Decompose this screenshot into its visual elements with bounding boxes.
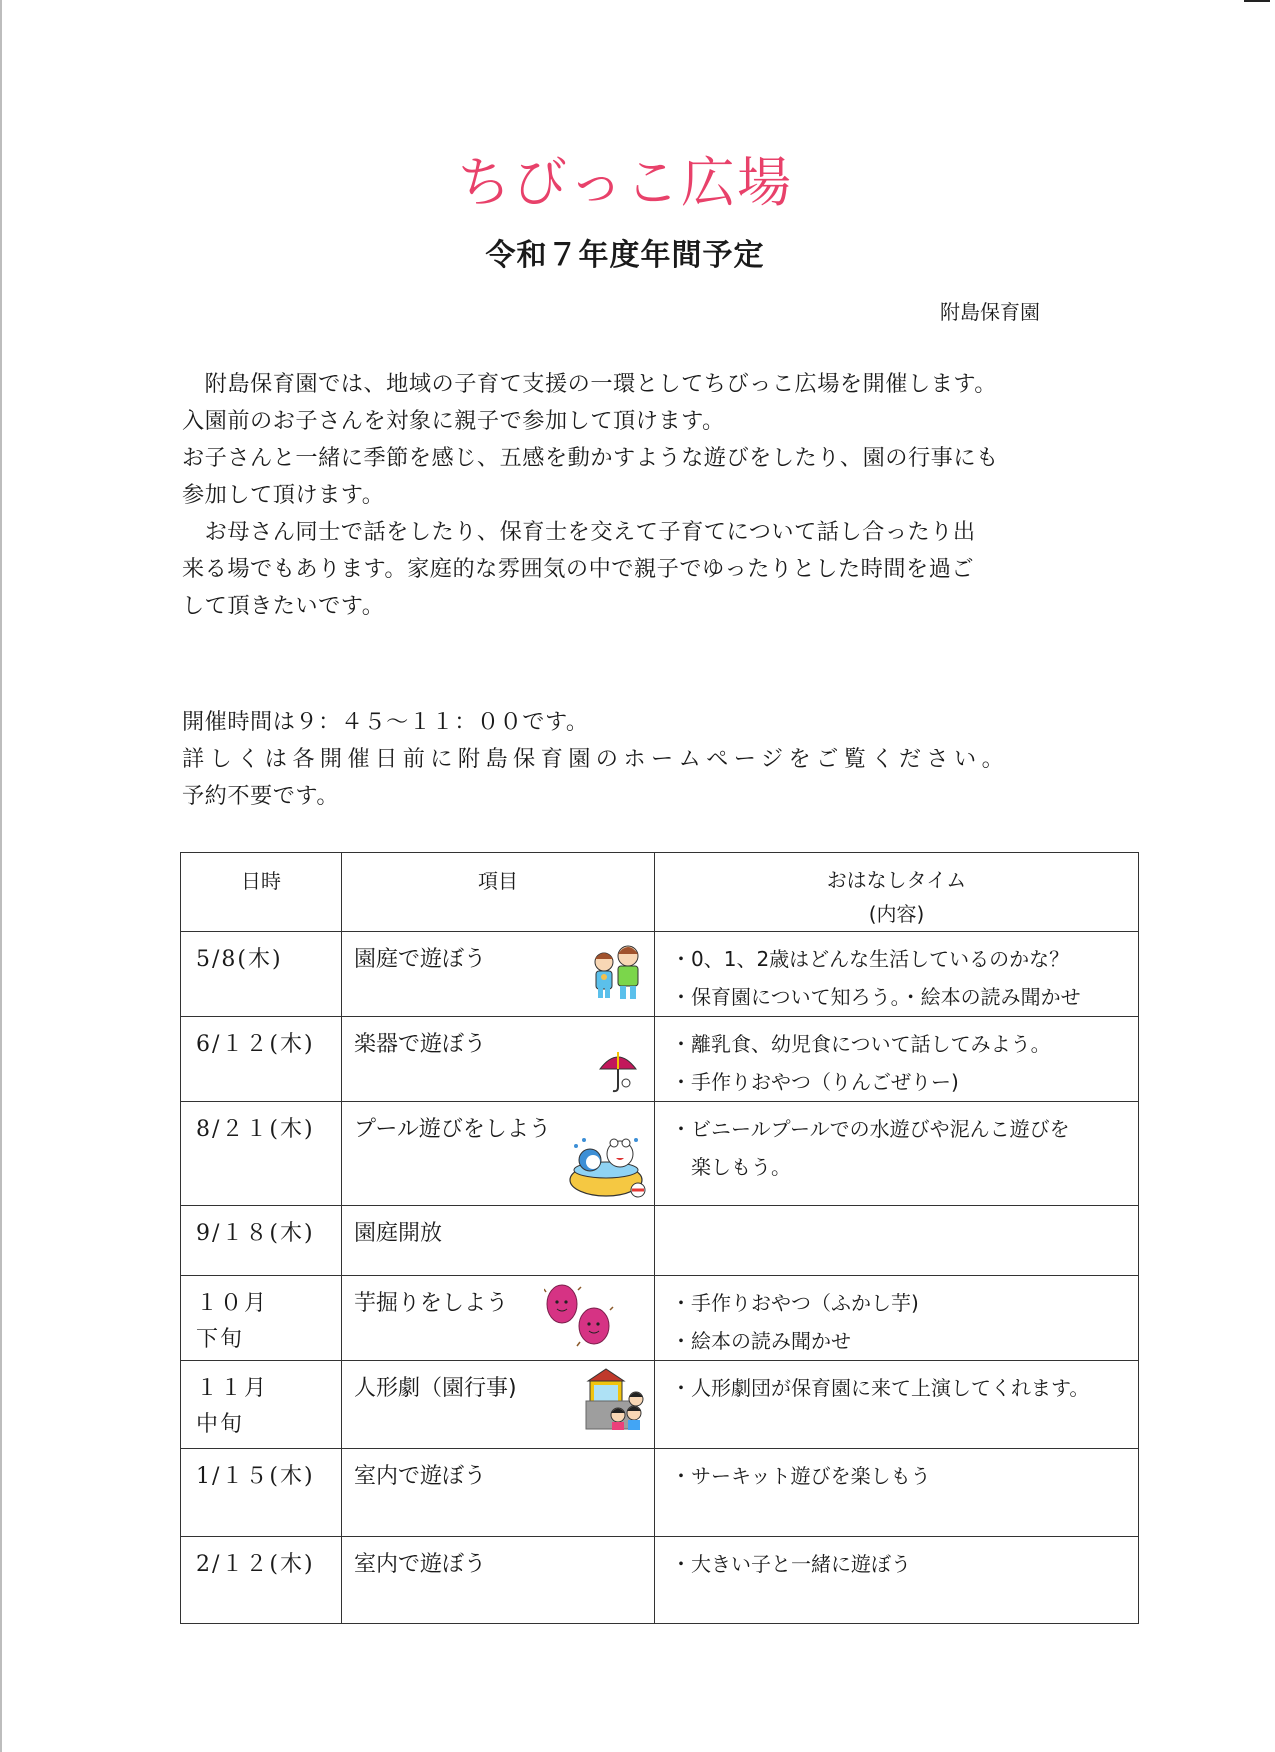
cell-talk	[655, 1102, 1139, 1206]
cell-date	[181, 1017, 342, 1102]
item-text: 芋掘りをしよう	[354, 1291, 509, 1316]
intro-line: して頂きたいです。	[182, 593, 385, 619]
item-text: 園庭で遊ぼう	[354, 947, 487, 972]
talk-line: ・離乳食、幼児食について話してみよう。	[671, 1032, 1051, 1056]
cell-date	[181, 1361, 342, 1449]
date-text: １１月	[196, 1376, 269, 1401]
talk-line: ・人形劇団が保育園に来て上演してくれます。	[671, 1376, 1090, 1400]
item-text: 楽器で遊ぼう	[354, 1032, 487, 1057]
table-row	[181, 1361, 1139, 1449]
scan-mark	[1244, 0, 1270, 2]
intro-text	[182, 366, 1082, 625]
pool-icon	[566, 1132, 650, 1207]
table-row	[181, 1276, 1139, 1361]
cell-talk	[655, 1361, 1139, 1449]
cell-item	[342, 1017, 655, 1102]
intro-line: 来る場でもあります。家庭的な雰囲気の中で親子でゆったりとした時間を過ご	[182, 556, 975, 582]
talk-line: ・絵本の読み聞かせ	[671, 1329, 851, 1353]
date-text: 2/１２(木)	[196, 1552, 315, 1577]
talk-line: ・0、1、2歳はどんな生活しているのかな？	[671, 947, 1070, 971]
header-date: 日時	[181, 853, 342, 932]
cell-talk	[655, 1449, 1139, 1537]
table-header-row	[181, 853, 1139, 932]
table-row	[181, 1449, 1139, 1537]
talk-line: ・ビニールプールでの水遊びや泥んこ遊びを	[671, 1117, 1070, 1141]
umbrella-icon	[596, 1049, 640, 1100]
cell-date	[181, 1449, 342, 1537]
intro-line: 参加して頂けます。	[182, 482, 385, 508]
header-talk-sub: (内容)	[868, 902, 925, 926]
talk-line: ・手作りおやつ（ふかし芋)	[671, 1291, 919, 1315]
talk-line: ・手作りおやつ（りんごぜりー)	[671, 1070, 959, 1094]
event-details: 詳しくは各開催日前に附島保育園のホームページをご覧ください。	[182, 746, 1010, 772]
children-icon	[586, 942, 648, 1009]
cell-date	[181, 1102, 342, 1206]
cell-item	[342, 1361, 655, 1449]
event-hours: 開催時間は９：４５～１１：００です。	[182, 709, 589, 735]
cell-date	[181, 1537, 342, 1624]
talk-line: 楽しもう。	[691, 1155, 791, 1179]
intro-line: お子さんと一緒に季節を感じ、五感を動かすような遊びをしたり、園の行事にも	[182, 445, 999, 471]
cell-item	[342, 932, 655, 1017]
date-text: 8/２１(木)	[196, 1117, 315, 1142]
cell-item	[342, 1276, 655, 1361]
cell-talk	[655, 1017, 1139, 1102]
cell-date	[181, 1276, 342, 1361]
cell-talk	[655, 1276, 1139, 1361]
table-row	[181, 1102, 1139, 1206]
intro-line: お母さん同士で話をしたり、保育士を交えて子育てについて話し合ったり出	[182, 519, 976, 545]
table-row	[181, 1206, 1139, 1276]
item-text: プール遊びをしよう	[354, 1117, 551, 1142]
cell-talk	[655, 932, 1139, 1017]
date-text: 9/１８(木)	[196, 1221, 315, 1246]
date-text: 6/１２(木)	[196, 1032, 315, 1057]
header-talk	[655, 853, 1139, 932]
event-info	[182, 704, 1082, 815]
cell-item	[342, 1206, 655, 1276]
item-text: 室内で遊ぼう	[354, 1464, 487, 1489]
cell-item	[342, 1102, 655, 1206]
table-row	[181, 932, 1139, 1017]
cell-item	[342, 1449, 655, 1537]
table-row	[181, 1537, 1139, 1624]
schedule-table	[180, 852, 1139, 1624]
date-text: 1/１５(木)	[196, 1464, 315, 1489]
date-text: 5/8(木)	[196, 947, 283, 972]
cell-talk	[655, 1206, 1139, 1276]
talk-line: ・保育園について知ろう。・絵本の読み聞かせ	[671, 985, 1081, 1009]
item-text: 室内で遊ぼう	[354, 1552, 487, 1577]
sweet-potato-icon	[544, 1282, 618, 1353]
item-text: 人形劇（園行事)	[354, 1376, 517, 1401]
puppet-theater-icon	[584, 1367, 646, 1436]
intro-line: 入園前のお子さんを対象に親子で参加して頂けます。	[182, 408, 725, 434]
cell-talk	[655, 1537, 1139, 1624]
organization-name: 附島保育園	[940, 300, 1040, 324]
table-row	[181, 1017, 1139, 1102]
date-text: １０月	[196, 1291, 269, 1316]
date-text: 下旬	[196, 1327, 245, 1352]
date-text: 中旬	[196, 1412, 245, 1437]
cell-date	[181, 932, 342, 1017]
page-title: ちびっこ広場	[457, 151, 793, 214]
page-subtitle: 令和７年度年間予定	[485, 238, 765, 273]
talk-line: ・大きい子と一緒に遊ぼう	[671, 1552, 911, 1576]
header-item: 項目	[342, 853, 655, 932]
header-talk-title: おはなしタイム	[826, 868, 967, 892]
item-text: 園庭開放	[354, 1221, 443, 1246]
talk-line: ・サーキット遊びを楽しもう	[671, 1464, 931, 1488]
intro-line: 附島保育園では、地域の子育て支援の一環としてちびっこ広場を開催します。	[182, 371, 997, 397]
reservation-note: 予約不要です。	[182, 783, 340, 809]
cell-date	[181, 1206, 342, 1276]
cell-item	[342, 1537, 655, 1624]
